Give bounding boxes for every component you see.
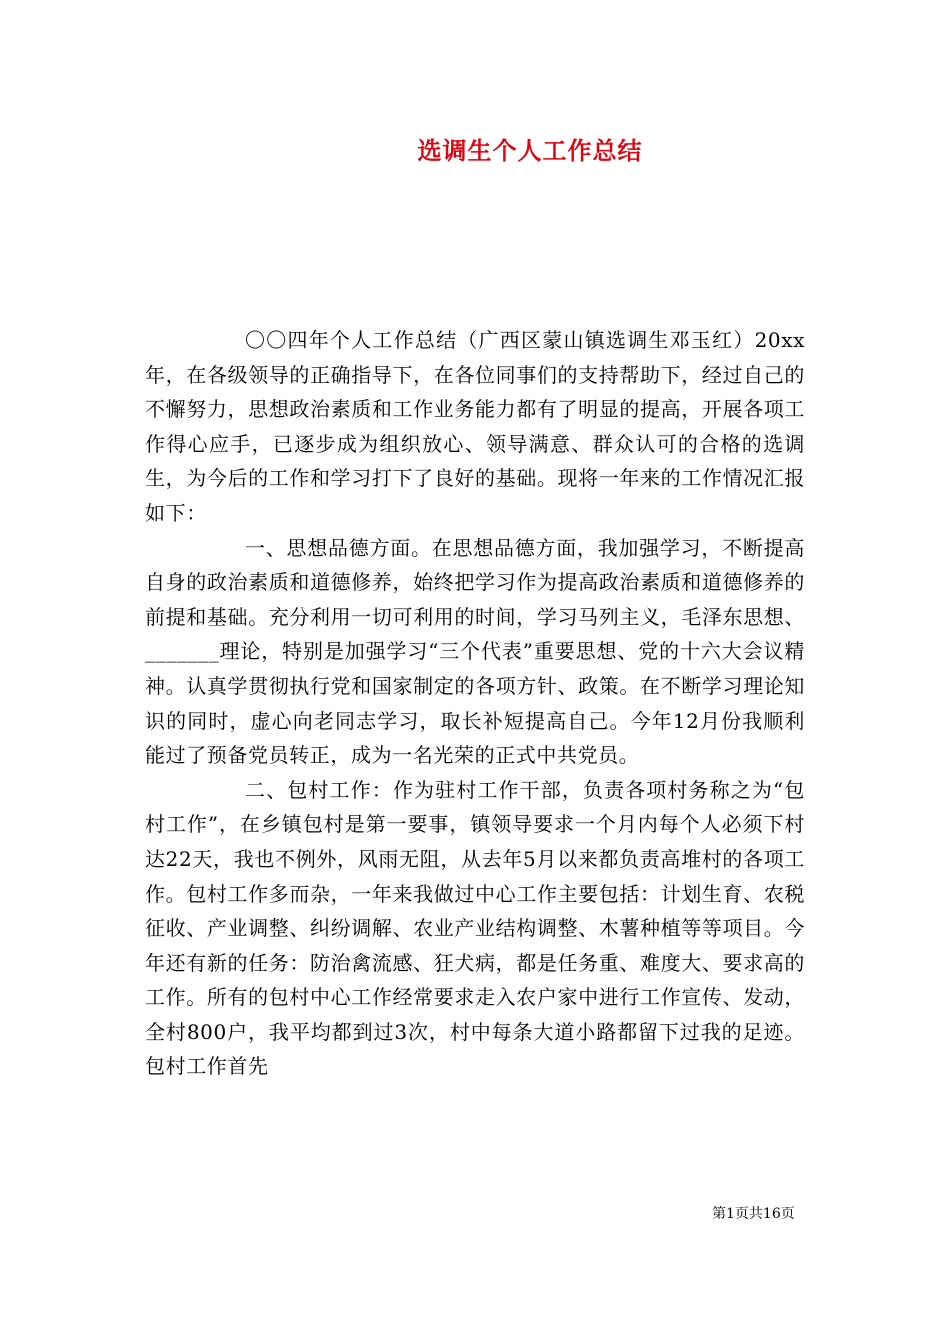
body-paragraph-intro: 〇〇四年个人工作总结（广西区蒙山镇选调生邓玉红）20xx年，在各级领导的正确指导下，在各位同事们的支持帮助下，经过自己的不懈努力，思想政治素质和工作业务能力都有了明显的提高，开展各项工作得心应手，已逐步成为组织放心、领导满意、群众认可的合格的选调生，为今后的工作和学习打下了良好的基础。现将一年来的工作情况汇报如下： (145, 328, 805, 525)
document-title: 选调生个人工作总结 (417, 136, 643, 165)
document-body (145, 323, 805, 1084)
page-number-footer: 第1页共16页 (712, 1206, 795, 1222)
body-paragraph-ideology: 一、思想品德方面。在思想品德方面，我加强学习，不断提高自身的政治素质和道德修养，始终把学习作为提高政治素质和道德修养的前提和基础。充分利用一切可利用的时间，学习马列主义，毛泽东思想、_______理论，特别是加强学习“三个代表”重要思想、党的十六大会议精神。认真学贯彻执行党和国家制定的各项方针、政策。在不断学习理论知识的同时，虚心向老同志学习，取长补短提高自己。今年12月份我顺利能过了预备党员转正，成为一名光荣的正式中共党员。 (145, 535, 805, 768)
body-paragraph-village-work: 二、包村工作：作为驻村工作干部，负责各项村务称之为“包村工作”，在乡镇包村是第一要事，镇领导要求一个月内每个人必须下村达22天，我也不例外，风雨无阻，从去年5月以来都负责高堆村的各项工作。包村工作多而杂，一年来我做过中心工作主要包括：计划生育、农税征收、产业调整、纠纷调解、农业产业结构调整、木薯种植等等项目。今年还有新的任务：防治禽流感、狂犬病，都是任务重、难度大、要求高的工作。所有的包村中心工作经常要求走入农户家中进行工作宣传、发动，全村800户，我平均都到过3次，村中每条大道小路都留下过我的足迹。包村工作首先 (145, 777, 805, 1079)
